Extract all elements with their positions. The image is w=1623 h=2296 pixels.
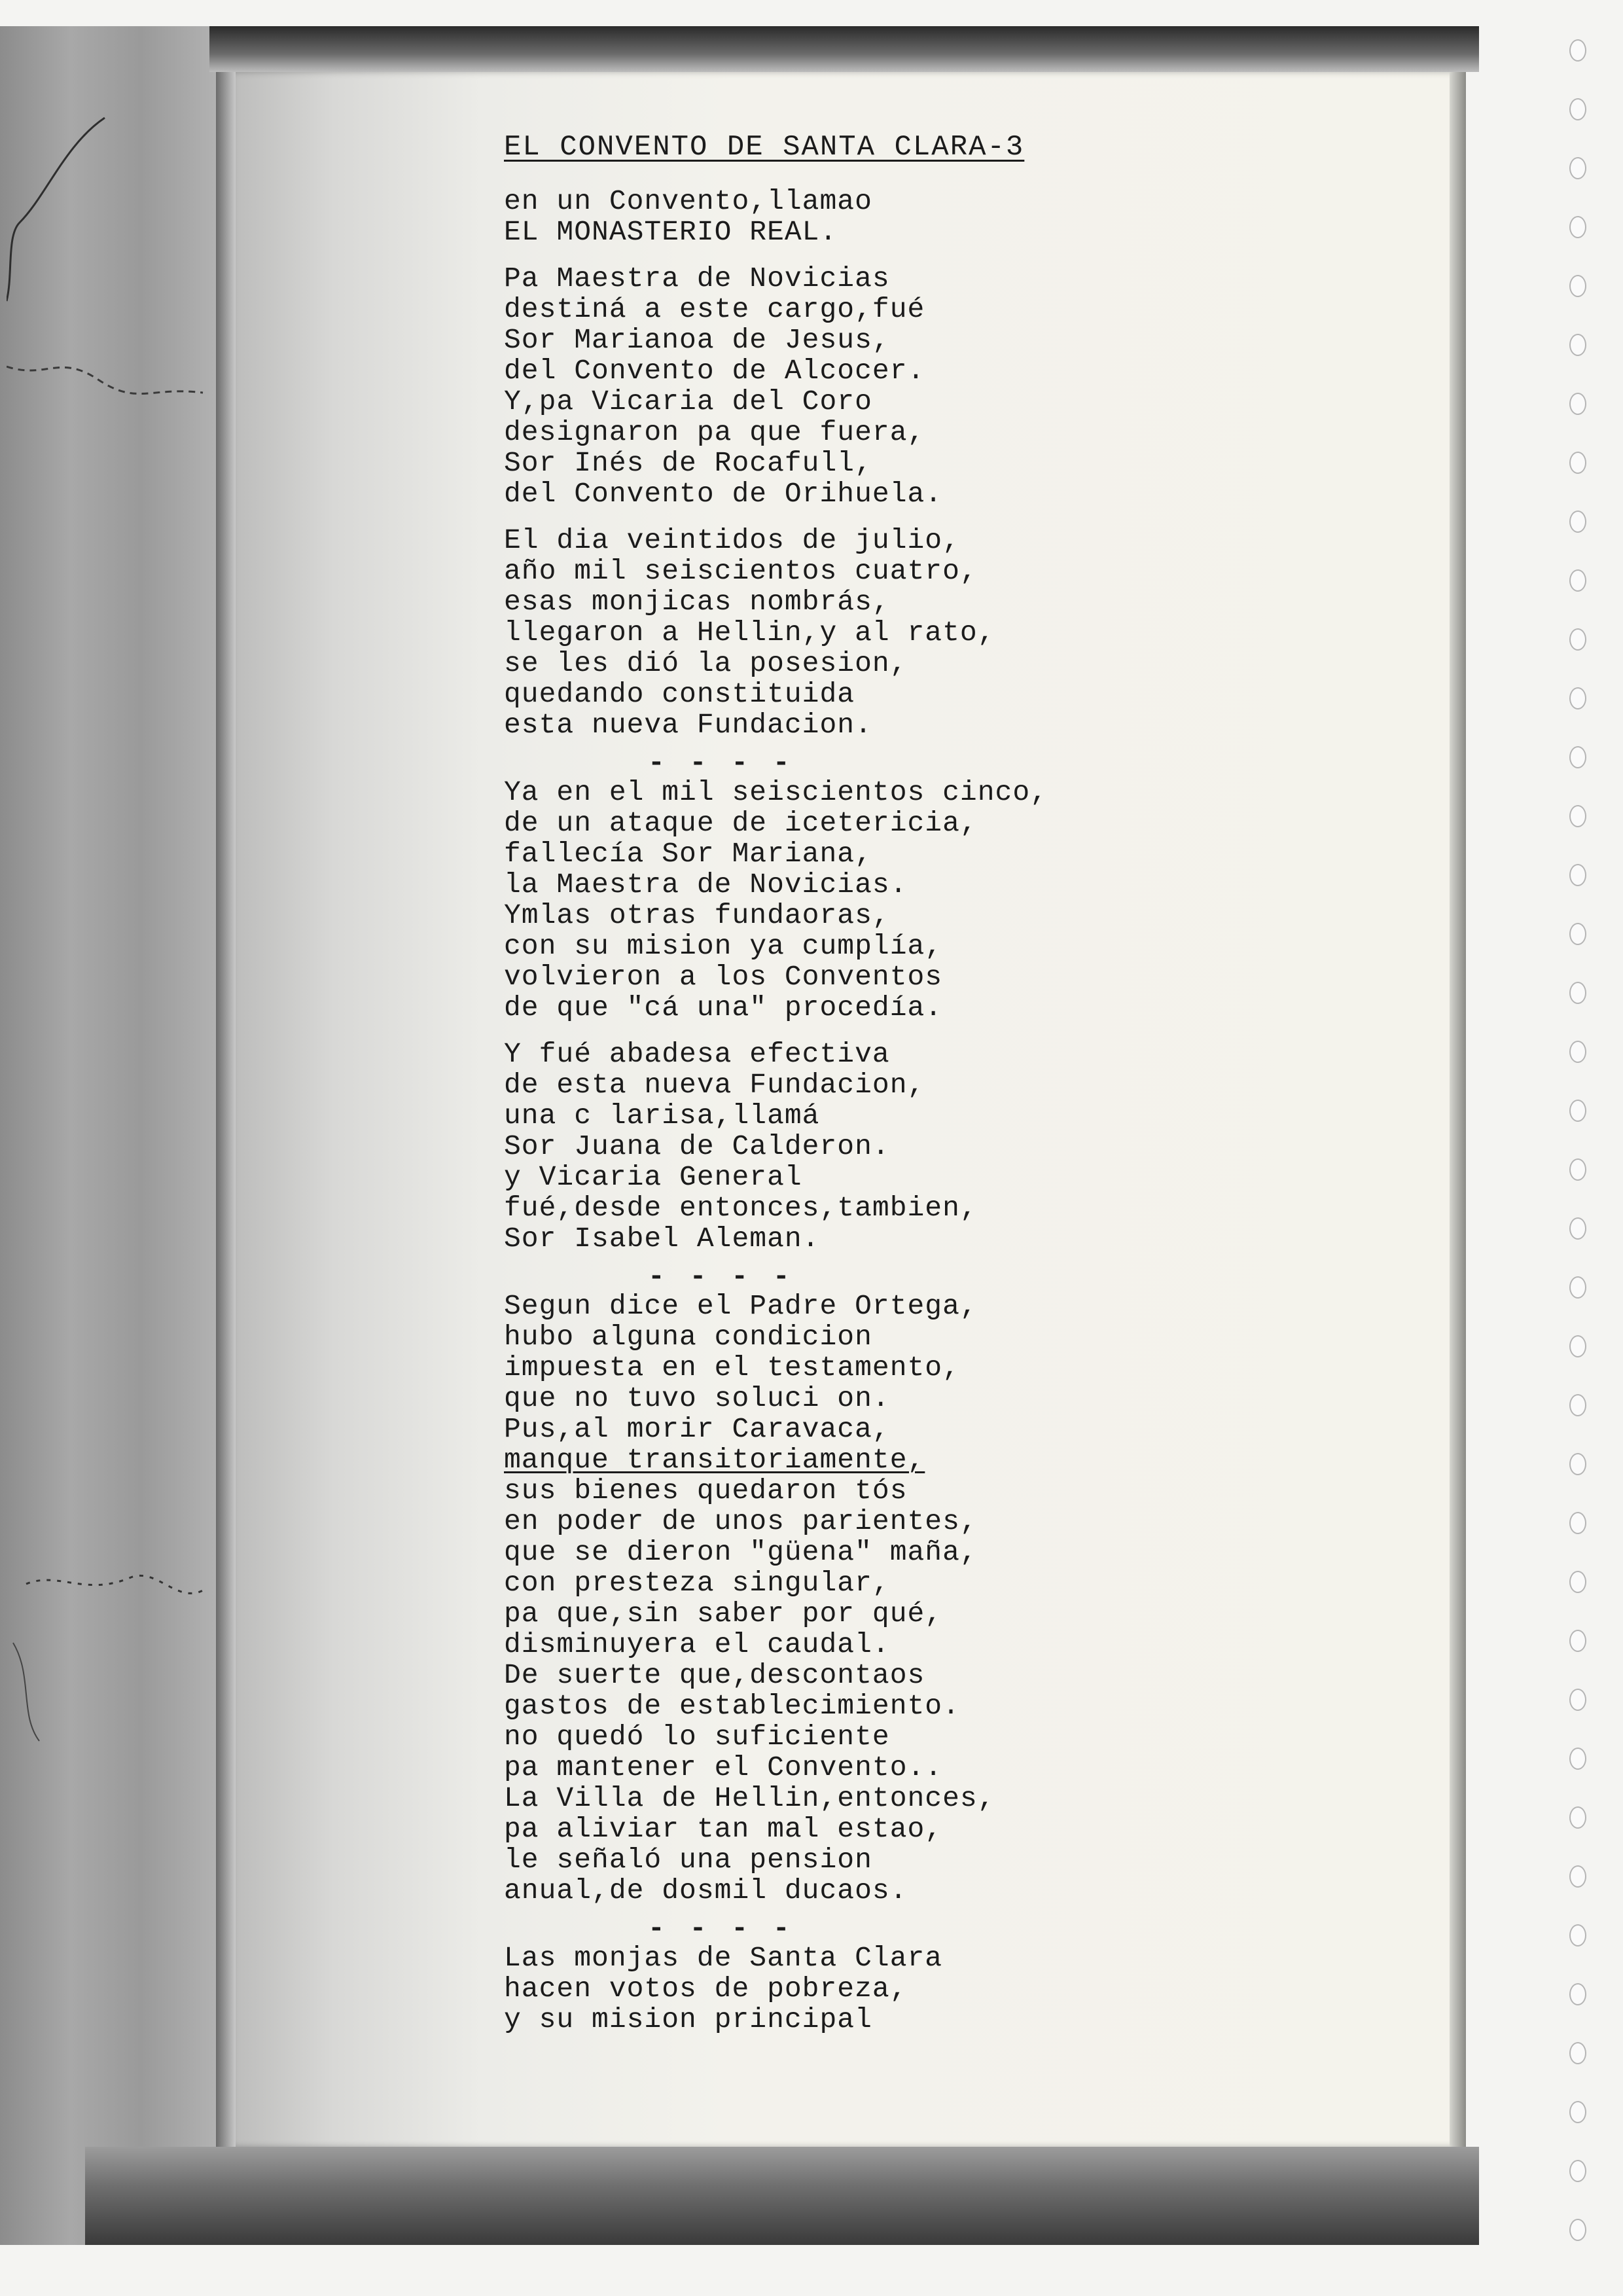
binder-stain-marks (7, 105, 216, 1872)
punch-hole (1569, 687, 1586, 709)
verse-line: manque transitoriamente, (504, 1444, 925, 1476)
punch-hole (1569, 1748, 1586, 1770)
stanza (504, 1291, 1433, 1906)
verse-line: volvieron a los Conventos (504, 961, 943, 993)
verse-line: en poder de unos parientes, (504, 1505, 978, 1537)
stanza (504, 777, 1433, 1023)
verse-line: no quedó lo suficiente (504, 1721, 890, 1753)
stanza (504, 525, 1433, 740)
verse-line: Segun dice el Padre Ortega, (504, 1290, 978, 1322)
punch-hole (1569, 1924, 1586, 1946)
punch-hole (1569, 334, 1586, 356)
binder-spine (216, 26, 236, 2245)
binder-bottom-edge (85, 2147, 1479, 2245)
punch-hole (1569, 1217, 1586, 1240)
punch-hole (1569, 98, 1586, 120)
section-separator: - - - - (648, 747, 794, 779)
verse-line: Pa Maestra de Novicias (504, 262, 890, 295)
punch-holes (1564, 26, 1590, 2245)
verse-line: Las monjas de Santa Clara (504, 1942, 943, 1974)
punch-hole (1569, 1571, 1586, 1593)
verse-line: esta nueva Fundacion. (504, 709, 872, 741)
stanza (504, 186, 1433, 247)
typewritten-poem (504, 131, 1433, 2051)
punch-hole (1569, 511, 1586, 533)
punch-hole (1569, 2101, 1586, 2123)
verse-line: año mil seiscientos cuatro, (504, 555, 978, 587)
verse-line: La Villa de Hellin,entonces, (504, 1782, 995, 1814)
punch-hole (1569, 1335, 1586, 1357)
punch-hole (1569, 39, 1586, 62)
punch-hole (1569, 2160, 1586, 2182)
paper-edge (1450, 72, 1466, 2147)
stanza (504, 263, 1433, 509)
punch-hole (1569, 569, 1586, 592)
punch-hole (1569, 452, 1586, 474)
punch-hole (1569, 393, 1586, 415)
binder-top-edge (209, 26, 1479, 72)
verse-line: pa aliviar tan mal estao, (504, 1813, 943, 1845)
verse-line: destiná a este cargo,fué (504, 293, 925, 325)
verse-line: que se dieron "güena" maña, (504, 1536, 978, 1568)
verse-line: con su mision ya cumplía, (504, 930, 943, 962)
verse-line: de esta nueva Fundacion, (504, 1069, 925, 1101)
section-separator: - - - - (648, 1912, 794, 1945)
punch-hole (1569, 864, 1586, 886)
verse-line: se les dió la posesion, (504, 647, 908, 679)
verse-line: impuesta en el testamento, (504, 1352, 960, 1384)
verse-line: que no tuvo soluci on. (504, 1382, 890, 1414)
verse-line: llegaron a Hellin,y al rato, (504, 617, 995, 649)
verse-line: fué,desde entonces,tambien, (504, 1192, 978, 1224)
punch-hole (1569, 628, 1586, 651)
punch-hole (1569, 216, 1586, 238)
punch-hole (1569, 1689, 1586, 1711)
punch-hole (1569, 746, 1586, 768)
verse-line: pa que,sin saber por qué, (504, 1598, 943, 1630)
verse-line: hubo alguna condicion (504, 1321, 872, 1353)
verse-line: Y,pa Vicaria del Coro (504, 386, 872, 418)
verse-line: Sor Juana de Calderon. (504, 1130, 890, 1162)
verse-line: EL MONASTERIO REAL. (504, 216, 838, 248)
stanza (504, 1039, 1433, 1254)
verse-line: hacen votos de pobreza, (504, 1973, 908, 2005)
verse-line: Sor Inés de Rocafull, (504, 447, 872, 479)
verse-line: Sor Isabel Aleman. (504, 1223, 820, 1255)
punch-hole (1569, 1394, 1586, 1416)
verse-line: De suerte que,descontaos (504, 1659, 925, 1691)
verse-line: quedando constituida (504, 678, 855, 710)
punch-hole (1569, 1453, 1586, 1475)
verse-line: una c larisa,llamá (504, 1100, 820, 1132)
verse-line: El dia veintidos de julio, (504, 524, 960, 556)
punch-hole (1569, 2042, 1586, 2064)
verse-line: con presteza singular, (504, 1567, 890, 1599)
punch-hole (1569, 982, 1586, 1004)
punch-hole (1569, 1100, 1586, 1122)
section-separator: - - - - (648, 1261, 794, 1293)
verse-line: sus bienes quedaron tós (504, 1475, 908, 1507)
punch-hole (1569, 1630, 1586, 1652)
punch-hole (1569, 1041, 1586, 1063)
verse-line: del Convento de Orihuela. (504, 478, 943, 510)
verse-line: la Maestra de Novicias. (504, 869, 908, 901)
verse-line: designaron pa que fuera, (504, 416, 925, 448)
verse-line: de que "cá una" procedía. (504, 992, 943, 1024)
punch-hole (1569, 2219, 1586, 2241)
punch-hole (1569, 1806, 1586, 1829)
verse-line: esas monjicas nombrás, (504, 586, 890, 618)
verse-line: disminuyera el caudal. (504, 1628, 890, 1660)
verse-line: Ymlas otras fundaoras, (504, 899, 890, 931)
verse-line: gastos de establecimiento. (504, 1690, 960, 1722)
verse-line: le señaló una pension (504, 1844, 872, 1876)
verse-line: fallecía Sor Mariana, (504, 838, 872, 870)
verse-line: en un Convento,llamao (504, 185, 872, 217)
verse-line: anual,de dosmil ducaos. (504, 1874, 908, 1907)
verse-line: del Convento de Alcocer. (504, 355, 925, 387)
verse-line: y su mision principal (504, 2003, 872, 2036)
punch-hole (1569, 275, 1586, 297)
verse-line: Sor Marianoa de Jesus, (504, 324, 890, 356)
punch-hole (1569, 923, 1586, 945)
stanza (504, 1943, 1433, 2035)
punch-hole (1569, 157, 1586, 179)
verse-line: de un ataque de icetericia, (504, 807, 978, 839)
punch-hole (1569, 1512, 1586, 1534)
punch-hole (1569, 1276, 1586, 1299)
page-title: EL CONVENTO DE SANTA CLARA-3 (504, 131, 1025, 164)
verse-line: pa mantener el Convento.. (504, 1751, 943, 1784)
verse-line: Y fué abadesa efectiva (504, 1038, 890, 1070)
punch-hole (1569, 1983, 1586, 2005)
punch-hole (1569, 1158, 1586, 1181)
punch-hole (1569, 805, 1586, 827)
punch-hole (1569, 1865, 1586, 1888)
verse-line: Pus,al morir Caravaca, (504, 1413, 890, 1445)
verse-line: y Vicaria General (504, 1161, 802, 1193)
verse-line: Ya en el mil seiscientos cinco, (504, 776, 1048, 808)
